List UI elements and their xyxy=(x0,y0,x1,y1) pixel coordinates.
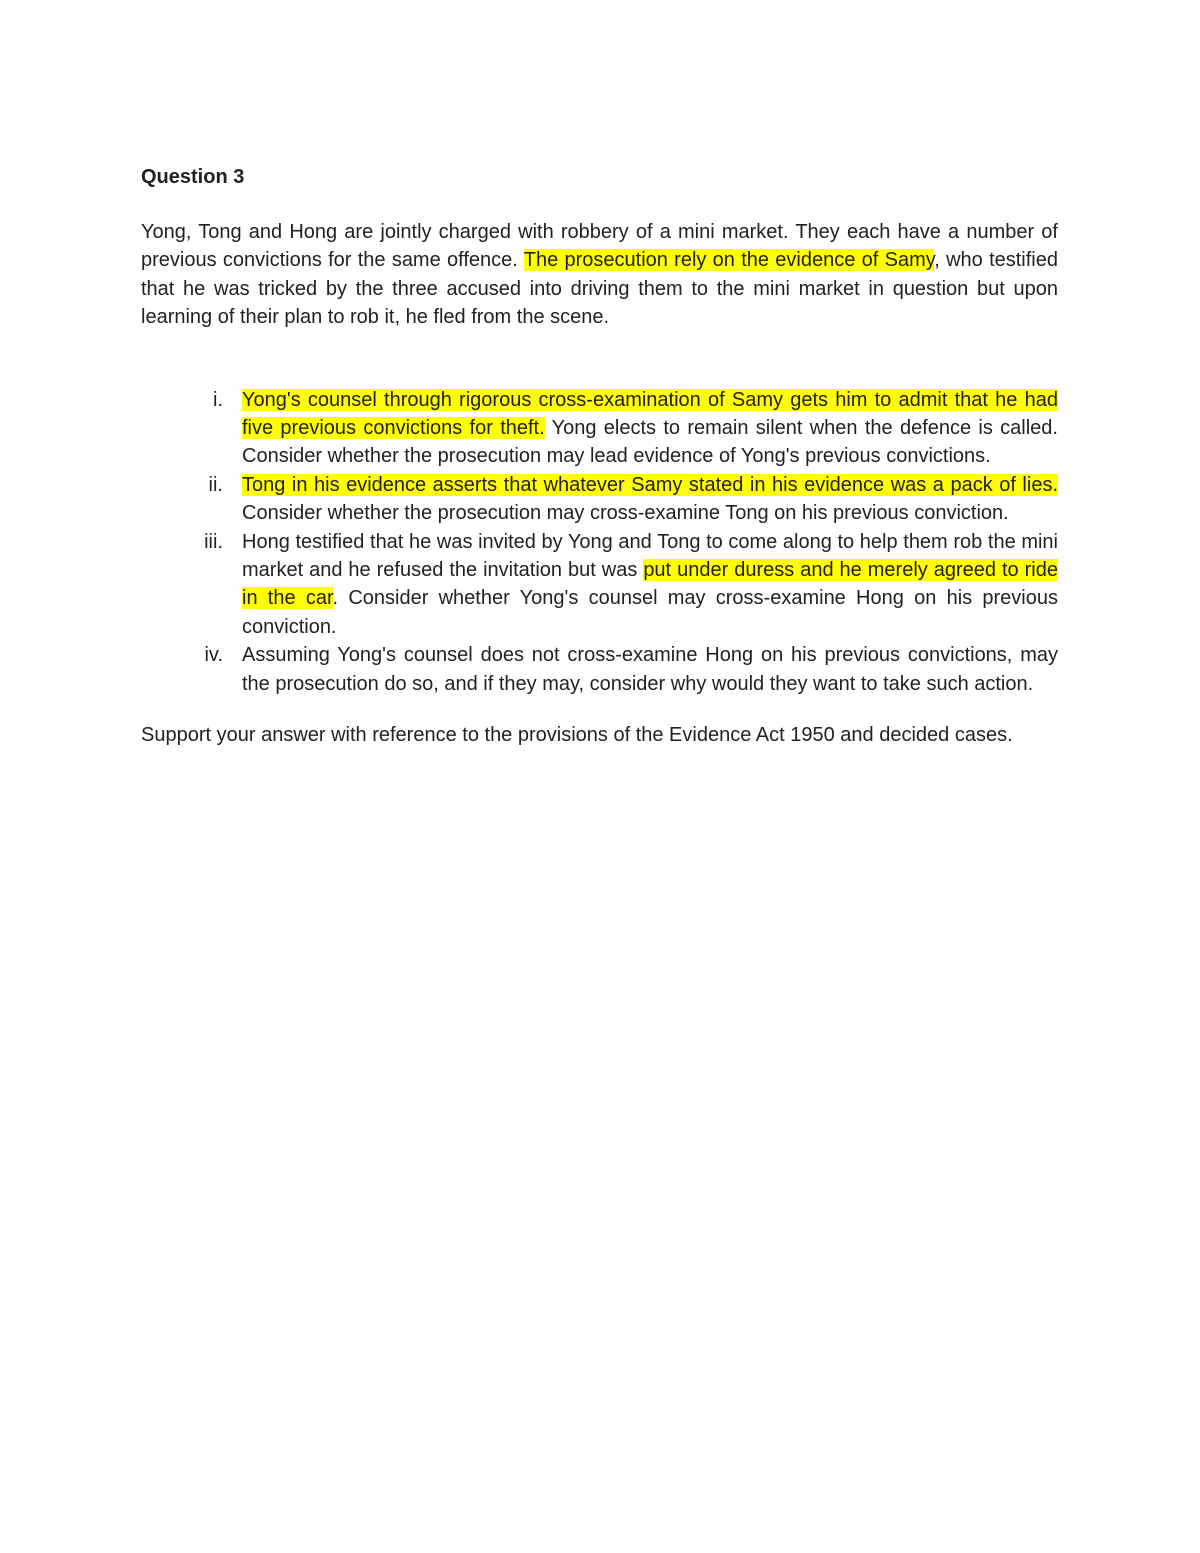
sub-question-number: i. xyxy=(213,388,223,411)
sub-question-i xyxy=(141,386,1058,471)
sub-question-iii xyxy=(141,528,1058,642)
sub-question-text: Assuming Yong's counsel does not cross-examine Hong on his previous convictions, may the prosecution do so, and if they may, consider why would they want to take such action. xyxy=(242,644,1058,695)
intro-text-2: , who testified that he was tricked by the three accused into driving them to the mini market in question but upon learning of their plan to rob it, he fled from the scene. xyxy=(141,249,1058,329)
sub-question-highlight: Yong's counsel through rigorous cross-examination of Samy gets him to admit that he had five previous convictions for theft. xyxy=(242,388,1058,440)
intro-paragraph xyxy=(141,218,1058,332)
sub-question-text-after: . Consider whether Yong's counsel may cross-examine Hong on his previous conviction. xyxy=(242,587,1058,638)
sub-question-highlight: put under duress and he merely agreed to ride in the car xyxy=(242,559,1058,610)
sub-question-number: iv. xyxy=(204,644,223,667)
sub-question-text: Consider whether the prosecution may cross-examine Tong on his previous conviction. xyxy=(242,502,1009,525)
sub-question-iv xyxy=(141,641,1058,698)
sub-question-ii xyxy=(141,471,1058,528)
sub-question-number: ii. xyxy=(208,473,223,496)
document-page xyxy=(141,160,1058,750)
intro-text-1: Yong, Tong and Hong are jointly charged with robbery of a mini market. They each have a number of previous convictions for the same offence. xyxy=(141,221,1058,272)
question-title: Question 3 xyxy=(141,166,245,188)
intro-highlight: The prosecution rely on the evidence of Samy xyxy=(523,249,935,272)
sub-question-list xyxy=(141,386,1058,698)
sub-question-text: Yong elects to remain silent when the defence is called. Consider whether the prosecution may lead evidence of Yong's previous convictions. xyxy=(242,417,1058,468)
sub-question-highlight: Tong in his evidence asserts that whatever Samy stated in his evidence was a pack of lies. xyxy=(242,473,1058,496)
sub-question-number: iii. xyxy=(204,530,223,553)
sub-question-text-before: Hong testified that he was invited by Yong and Tong to come along to help them rob the mini market and he refused the invitation but was xyxy=(242,530,1058,582)
closing-paragraph: Support your answer with reference to the provisions of the Evidence Act 1950 and decided cases. xyxy=(141,724,1013,747)
